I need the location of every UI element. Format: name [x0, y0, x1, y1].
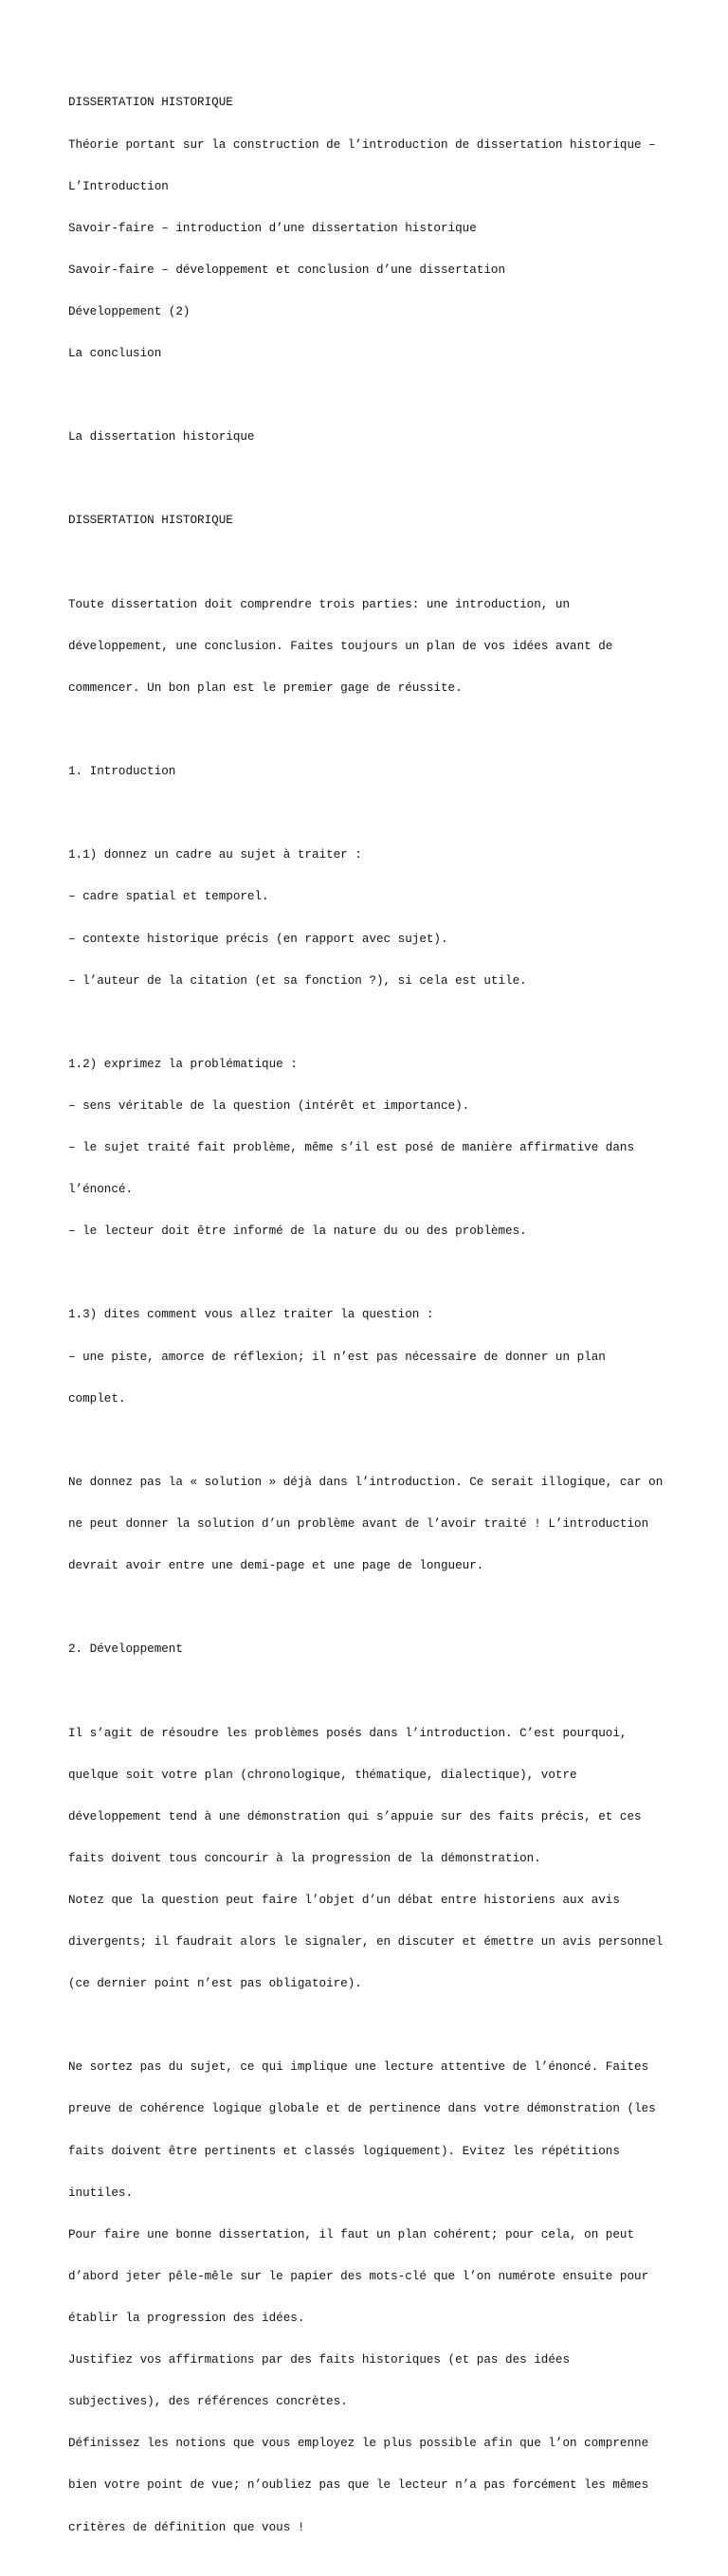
section-1-3: [68, 1280, 684, 1434]
paragraph-line: commencer. Un bon plan est le premier gage de réussite.: [68, 680, 463, 695]
section-heading-text: 2. Développement: [68, 1642, 183, 1657]
list-item: – sens véritable de la question (intérêt et importance).: [68, 1098, 470, 1113]
toc-item: Savoir-faire – développement et conclusion d’une dissertation: [68, 263, 506, 277]
page-title: [68, 486, 684, 556]
solution-note: [68, 1447, 684, 1601]
page-title-text: DISSERTATION HISTORIQUE: [68, 514, 233, 528]
subsection-heading: 1.1) donnez un cadre au sujet à traiter :: [68, 848, 362, 862]
section-1-heading: [68, 737, 684, 807]
intro-paragraph: [68, 570, 684, 723]
document-subtitle: [68, 403, 684, 473]
toc-item: L’Introduction: [68, 179, 169, 193]
paragraph-line: ne peut donner la solution d’un problème avant de l’avoir traité ! L’introduction: [68, 1517, 649, 1531]
paragraph-line: d’abord jeter pêle-mêle sur le papier des mots-clé que l’on numérote ensuite pour: [68, 2269, 649, 2283]
paragraph-line: faits doivent tous concourir à la progression de la démonstration.: [68, 1851, 541, 1865]
section-heading-text: 1. Introduction: [68, 765, 176, 779]
paragraph-line: Toute dissertation doit comprendre trois parties: une introduction, un: [68, 597, 571, 611]
toc-item: Savoir-faire – introduction d’une dissertation historique: [68, 221, 477, 235]
paragraph-line: Pour faire une bonne dissertation, il faut un plan cohérent; pour cela, on peut: [68, 2227, 635, 2241]
paragraph-line: devrait avoir entre une demi-page et une page de longueur.: [68, 1559, 484, 1573]
toc-item: La conclusion: [68, 347, 162, 361]
list-item: – l’auteur de la citation (et sa fonction ?), si cela est utile.: [68, 973, 527, 988]
list-item-continuation: complet.: [68, 1391, 126, 1406]
paragraph-line: faits doivent être pertinents et classés logiquement). Evitez les répétitions: [68, 2144, 620, 2158]
subtitle-text: La dissertation historique: [68, 430, 255, 444]
paragraph-line: établir la progression des idées.: [68, 2312, 305, 2326]
list-item: – le lecteur doit être informé de la nature du ou des problèmes.: [68, 1225, 527, 1239]
paragraph-line: Définissez les notions que vous employez le plus possible afin que l’on comprenne: [68, 2437, 649, 2451]
toc-item: Théorie portant sur la construction de l’introduction de dissertation historique –: [68, 137, 656, 152]
list-item: – une piste, amorce de réflexion; il n’est pas nécessaire de donner un plan: [68, 1350, 606, 1364]
paragraph-line: Ne donnez pas la « solution » déjà dans l’introduction. Ce serait illogique, car on: [68, 1475, 664, 1489]
document-page: [68, 68, 684, 2576]
toc-title: DISSERTATION HISTORIQUE: [68, 96, 233, 110]
paragraph-line: Il s’agit de résoudre les problèmes posés dans l’introduction. C’est pourquoi,: [68, 1726, 628, 1740]
paragraph-line: développement tend à une démonstration qui s’appuie sur des faits précis, et ces: [68, 1809, 642, 1823]
paragraph-line: (ce dernier point n’est pas obligatoire).: [68, 1977, 362, 1991]
table-of-contents: [68, 68, 684, 389]
subsection-heading: 1.2) exprimez la problématique :: [68, 1057, 298, 1071]
section-2-advice: [68, 2033, 684, 2563]
paragraph-line: développement, une conclusion. Faites toujours un plan de vos idées avant de: [68, 639, 613, 653]
paragraph-line: bien votre point de vue; n’oubliez pas que le lecteur n’a pas forcément les mêmes: [68, 2478, 649, 2493]
paragraph-line: critères de définition que vous !: [68, 2520, 305, 2534]
paragraph-line: divergents; il faudrait alors le signaler, en discuter et émettre un avis personnel: [68, 1935, 664, 1950]
paragraph-line: quelque soit votre plan (chronologique, thématique, dialectique), votre: [68, 1768, 577, 1782]
list-item: – cadre spatial et temporel.: [68, 890, 269, 904]
section-1-1: [68, 821, 684, 1016]
section-2-heading: [68, 1615, 684, 1685]
list-item: – contexte historique précis (en rapport avec sujet).: [68, 932, 448, 946]
paragraph-line: Ne sortez pas du sujet, ce qui implique une lecture attentive de l’énoncé. Faites: [68, 2060, 649, 2075]
list-item: – le sujet traité fait problème, même s’il est posé de manière affirmative dans: [68, 1141, 635, 1155]
paragraph-line: inutiles.: [68, 2186, 134, 2200]
paragraph-line: Justifiez vos affirmations par des faits historiques (et pas des idées: [68, 2353, 571, 2367]
list-item-continuation: l’énoncé.: [68, 1183, 134, 1197]
section-1-2: [68, 1029, 684, 1266]
paragraph-line: subjectives), des références concrètes.: [68, 2395, 348, 2409]
paragraph-line: preuve de cohérence logique globale et de pertinence dans votre démonstration (les: [68, 2102, 656, 2116]
paragraph-line: Notez que la question peut faire l’objet d’un débat entre historiens aux avis: [68, 1893, 620, 1907]
subsection-heading: 1.3) dites comment vous allez traiter la question :: [68, 1308, 434, 1322]
section-2-body: [68, 1698, 684, 2019]
toc-item: Développement (2): [68, 304, 191, 318]
